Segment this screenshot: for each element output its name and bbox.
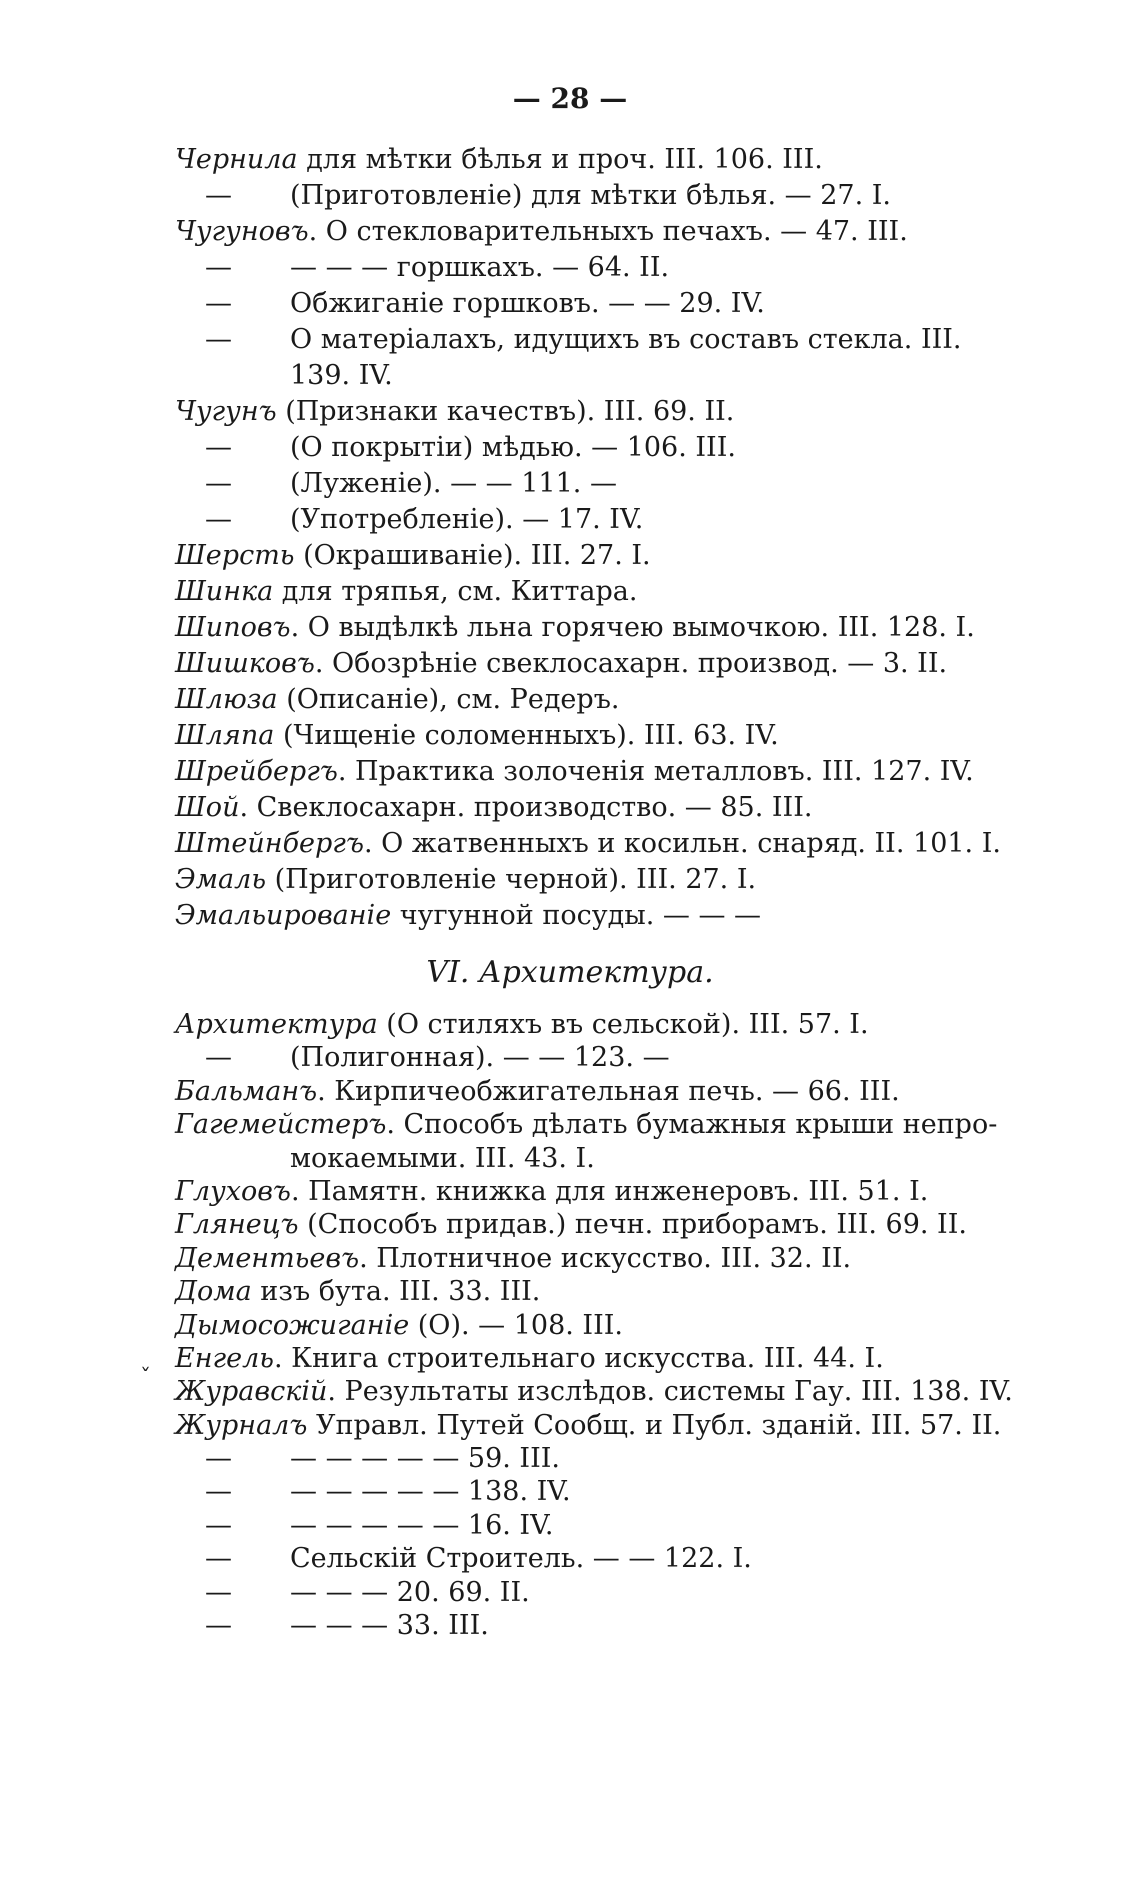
entry-text: для тряпья, см. Киттара.: [273, 576, 638, 607]
entry-text: Обжиганіе горшковъ. — — 29. IV.: [290, 288, 765, 319]
index-entry: [175, 1041, 1105, 1074]
entry-keyword: Чернила: [175, 144, 298, 175]
entry-keyword: Гагемейстеръ: [175, 1109, 387, 1141]
entry-text: (Описаніе), см. Редеръ.: [277, 684, 620, 715]
index-entry: [175, 790, 1105, 826]
entry-keyword: Дымосожиганіе: [175, 1309, 410, 1341]
index-entry: [175, 286, 1105, 322]
index-entry: [175, 718, 1105, 754]
entry-text: (Полигонная). — — 123. —: [290, 1042, 670, 1074]
index-section-1: [175, 142, 1105, 934]
entry-text: (О стиляхъ въ сельской). III. 57. I.: [377, 1009, 869, 1040]
entry-text: чугунной посуды. — — —: [391, 900, 762, 931]
index-entry: [175, 1108, 1105, 1141]
entry-text: (Приготовленіе) для мѣтки бѣлья. — 27. I.: [290, 180, 892, 211]
ditto-dash: —: [205, 1610, 232, 1642]
ditto-dash: —: [205, 180, 232, 211]
entry-text: — — — горшкахъ. — 64. II.: [290, 252, 670, 283]
entry-keyword: Эмаль: [175, 864, 267, 895]
index-entry: [175, 1409, 1105, 1442]
entry-text: (Чищеніе соломенныхъ). III. 63. IV.: [274, 720, 779, 751]
index-entry: [175, 898, 1105, 934]
entry-text: (Приготовленіе черной). III. 27. I.: [266, 864, 757, 895]
entry-keyword: Шишковъ: [175, 648, 315, 679]
entry-keyword: Журавскій: [175, 1376, 328, 1408]
ditto-dash: —: [205, 1443, 232, 1475]
index-entry: [175, 826, 1105, 862]
entry-keyword: Глянецъ: [175, 1209, 299, 1241]
index-entry: [175, 1375, 1105, 1408]
entry-text: — — — — — 16. IV.: [290, 1509, 554, 1541]
entry-text: (Луженіе). — — 111. —: [290, 468, 617, 499]
entry-keyword: Чугуновъ: [175, 216, 309, 247]
index-entry: [175, 142, 1105, 178]
ditto-dash: —: [205, 288, 232, 319]
entry-keyword: Шляпа: [175, 720, 275, 751]
section-heading: VI. Архитектура.: [426, 955, 714, 990]
entry-text: Управл. Путей Сообщ. и Публ. зданій. III. 57. II.: [307, 1409, 1002, 1441]
entry-text: (Способъ придав.) печн. приборамъ. III. 69. II.: [298, 1209, 967, 1241]
index-entry: [175, 646, 1105, 682]
entry-text: . Свеклосахарн. производство. — 85. III.: [239, 792, 813, 823]
ditto-dash: —: [205, 1576, 232, 1608]
index-entry: [175, 466, 1105, 502]
entry-keyword: Архитектура: [175, 1009, 378, 1040]
index-entry: [175, 430, 1105, 466]
entry-keyword: Журналъ: [175, 1409, 308, 1441]
entry-keyword: Эмальированіе: [175, 900, 392, 931]
entry-continuation: 139. IV.: [290, 360, 393, 391]
index-entry: [175, 1609, 1105, 1642]
index-entry: [175, 250, 1105, 286]
entry-text: . Практика золоченія металловъ. III. 127. IV.: [337, 756, 974, 787]
ditto-dash: —: [205, 1042, 232, 1074]
index-entry: [175, 1142, 1105, 1175]
ditto-dash: —: [205, 468, 232, 499]
entry-text: . Способъ дѣлать бумажныя крыши непро-: [386, 1109, 998, 1141]
ditto-dash: —: [205, 252, 232, 283]
entry-text: . Результаты изслѣдов. системы Гау. III. 138. IV.: [327, 1376, 1013, 1408]
entry-keyword: Шиповъ: [175, 612, 291, 643]
index-entry: [175, 322, 1105, 358]
ditto-dash: —: [205, 432, 232, 463]
entry-text: . Книга строительнаго искусства. III. 44. I.: [274, 1342, 884, 1374]
index-entry: [175, 1275, 1105, 1308]
entry-text: изъ бута. III. 33. III.: [251, 1276, 541, 1308]
entry-text: (О). — 108. III.: [409, 1309, 623, 1341]
index-section-2: [175, 1008, 1105, 1642]
index-entry: [175, 502, 1105, 538]
entry-text: для мѣтки бѣлья и проч. III. 106. III.: [297, 144, 823, 175]
entry-text: — — — — — 59. III.: [290, 1443, 561, 1475]
entry-text: . Кирпичеобжигательная печь. — 66. III.: [317, 1075, 900, 1107]
index-entry: [175, 1475, 1105, 1508]
entry-text: (О покрытіи) мѣдью. — 106. III.: [290, 432, 736, 463]
entry-keyword: Штейнбергъ: [175, 828, 364, 859]
ditto-dash: —: [205, 504, 232, 535]
index-entry: [175, 394, 1105, 430]
ditto-dash: —: [205, 1476, 232, 1508]
index-entry: [175, 358, 1105, 394]
ditto-dash: —: [205, 1509, 232, 1541]
entry-text: . Обозрѣніе свеклосахарн. производ. — 3. II.: [314, 648, 948, 679]
index-entry: [175, 1242, 1105, 1275]
entry-text: . Плотничное искусство. III. 32. II.: [359, 1242, 852, 1274]
entry-text: . О выдѣлкѣ льна горячею вымочкою. III. 128. I.: [290, 612, 975, 643]
index-entry: [175, 754, 1105, 790]
index-entry: [175, 178, 1105, 214]
index-entry: [175, 1342, 1105, 1375]
entry-keyword: Бальманъ: [175, 1075, 318, 1107]
index-entry: [175, 1175, 1105, 1208]
ditto-dash: —: [205, 324, 232, 355]
index-entry: [175, 1509, 1105, 1542]
entry-text: (Признаки качествъ). III. 69. II.: [276, 396, 735, 427]
entry-keyword: Дементьевъ: [175, 1242, 360, 1274]
entry-keyword: Шерсть: [175, 540, 295, 571]
entry-keyword: Шинка: [175, 576, 274, 607]
entry-text: О матеріалахъ, идущихъ въ составъ стекла. III.: [290, 324, 962, 355]
entry-keyword: Шой: [175, 792, 240, 823]
index-entry: [175, 1442, 1105, 1475]
index-entry: [175, 610, 1105, 646]
entry-text: . О стекловарительныхъ печахъ. — 47. III.: [308, 216, 908, 247]
entry-keyword: Дома: [175, 1276, 252, 1308]
entry-keyword: Чугунъ: [175, 396, 277, 427]
page-number: — 28 —: [512, 82, 628, 115]
index-entry: [175, 538, 1105, 574]
index-entry: [175, 574, 1105, 610]
index-entry: [175, 1208, 1105, 1241]
index-entry: [175, 1008, 1105, 1041]
entry-text: — — — 33. III.: [290, 1610, 489, 1642]
entry-text: — — — — — 138. IV.: [290, 1476, 571, 1508]
entry-text: (Употребленіе). — 17. IV.: [290, 504, 644, 535]
entry-keyword: Шлюза: [175, 684, 278, 715]
entry-keyword: Глуховъ: [175, 1175, 291, 1207]
margin-mark: ˇ: [140, 1366, 151, 1391]
entry-text: (Окрашиваніе). III. 27. I.: [294, 540, 651, 571]
entry-text: Сельскій Строитель. — — 122. I.: [290, 1543, 752, 1575]
index-entry: [175, 1309, 1105, 1342]
index-entry: [175, 214, 1105, 250]
entry-text: — — — 20. 69. II.: [290, 1576, 530, 1608]
index-entry: [175, 862, 1105, 898]
entry-keyword: Енгель: [175, 1342, 275, 1374]
index-entry: [175, 1075, 1105, 1108]
index-entry: [175, 682, 1105, 718]
ditto-dash: —: [205, 1543, 232, 1575]
index-entry: [175, 1576, 1105, 1609]
entry-text: . О жатвенныхъ и косильн. снаряд. II. 101. I.: [363, 828, 1001, 859]
entry-continuation: мокаемыми. III. 43. I.: [290, 1142, 595, 1174]
entry-text: . Памятн. книжка для инженеровъ. III. 51. I.: [290, 1175, 929, 1207]
index-entry: [175, 1542, 1105, 1575]
entry-keyword: Шрейбергъ: [175, 756, 338, 787]
